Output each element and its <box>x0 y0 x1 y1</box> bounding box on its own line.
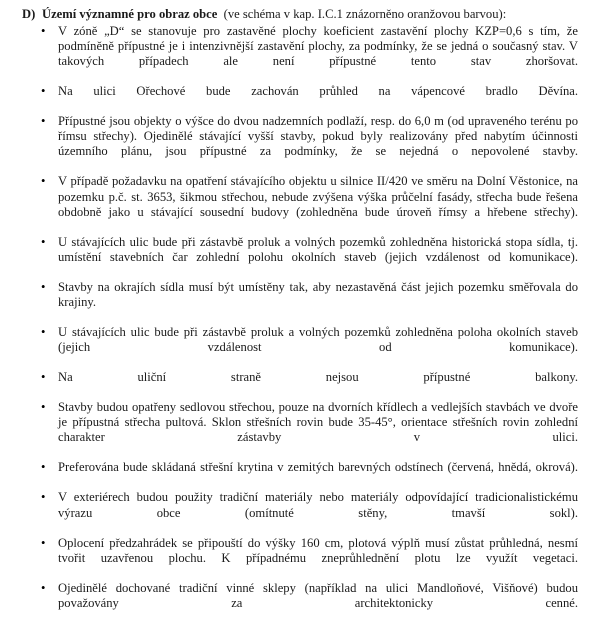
list-item <box>0 460 603 490</box>
list-item-text: Na uliční straně nejsou přípustné balkony. <box>58 370 578 385</box>
list-item-text: V zóně „D“ se stanovuje pro zastavěné plochy koeficient zastavění plochy KZP=0,6 s tím, že podmíněně přípustné je i intenzivnější zastavění plochy, za podmínky, že se jedná o současný stav. V takových případech ale není přípustné tento stav zhoršovat. <box>58 24 578 69</box>
list-item-text: Preferována bude skládaná střešní krytina v zemitých barevných odstínech (červená, hnědá, okrová). <box>58 460 578 475</box>
bullet-point-icon: • <box>41 460 46 475</box>
list-item-text: Na ulici Ořechové bude zachován průhled na vápencové bradlo Děvína. <box>58 84 578 99</box>
section-title: Území významné pro obraz obce <box>42 7 218 21</box>
list-item-text: Oplocení předzahrádek se připouští do výšky 160 cm, plotová výplň musí zůstat průhledná, nesmí tvořit uzavřenou plochu. K případnému zneprůhlednění plotu lze využít vegetaci. <box>58 535 578 565</box>
list-item <box>0 84 603 114</box>
bullet-point-icon: • <box>41 174 46 189</box>
list-item <box>0 581 603 626</box>
list-item-text: Stavby budou opatřeny sedlovou střechou, pouze na dvorních křídlech a vedlejších stavbách ve dvoře je přípustná střecha pultová. Sklon střešních rovin bude 35-45°, orientace střešních rovin zohlední charakter zástavby v ulici. <box>58 400 578 445</box>
bullet-point-icon: • <box>41 24 46 38</box>
list-item <box>0 536 603 581</box>
list-item <box>0 280 603 325</box>
section-note: (ve schéma v kap. I.C.1 znázorněno oranžovou barvou): <box>223 7 507 21</box>
list-item <box>0 325 603 370</box>
list-item-text: U stávajících ulic bude při zástavbě proluk a volných pozemků zohledněna poloha okolních staveb (jejich vzdálenost od komunikace). <box>58 324 578 354</box>
section-heading <box>22 7 581 22</box>
bullet-point-icon: • <box>41 234 46 249</box>
list-item <box>0 235 603 280</box>
bullet-point-icon: • <box>41 324 46 339</box>
list-item <box>0 490 603 535</box>
list-item <box>0 370 603 400</box>
list-item <box>0 24 603 84</box>
bullet-point-icon: • <box>41 400 46 415</box>
bullet-point-icon: • <box>41 279 46 294</box>
list-item-text: U stávajících ulic bude při zástavbě proluk a volných pozemků zohledněna historická stopa sídla, tj. umístění stavebních čar zohlední polohu okolních staveb (jejich vzdálenost od komunikace). <box>58 234 578 264</box>
bullet-point-icon: • <box>41 114 46 129</box>
list-item-text: Ojedinělé dochované tradiční vinné sklepy (například na ulici Mandloňové, Višňové) budou považovány za architektonicky cenné. <box>58 580 578 610</box>
regulation-bullet-list <box>0 24 603 626</box>
bullet-point-icon: • <box>41 580 46 595</box>
list-item-text: V exteriérech budou použity tradiční materiály nebo materiály odpovídající tradicionalistickému výrazu obce (omítnuté stěny, tmavší sokl). <box>58 490 578 520</box>
list-item <box>0 400 603 460</box>
section-letter: D) <box>22 7 36 21</box>
bullet-point-icon: • <box>41 370 46 385</box>
list-item-text: V případě požadavku na opatření stávajícího objektu u silnice II/420 ve směru na Dolní Věstonice, na pozemku p.č. st. 3653, šikmou střechou, nebude zvýšena výška průčelní fasády, střecha bude řešena obdobně jako u stávající sousední budovy (zohledněna bude úroveň římsy a hřebene střechy). <box>58 174 578 219</box>
bullet-point-icon: • <box>41 490 46 505</box>
list-item <box>0 114 603 174</box>
bullet-point-icon: • <box>41 535 46 550</box>
list-item <box>0 174 603 234</box>
bullet-point-icon: • <box>41 84 46 99</box>
list-item-text: Přípustné jsou objekty o výšce do dvou nadzemních podlaží, resp. do 6,0 m (od upraveného terénu po římsu střechy). Ojedinělé stávající vyšší stavby, pokud byly realizovány před nabytím účinnosti územního plánu, jsou přípustné za podmínky, že se nejedná o nepovolené stavby. <box>58 114 578 159</box>
list-item-text: Stavby na okrajích sídla musí být umístěny tak, aby nezastavěná část jejich pozemku směřovala do krajiny. <box>58 279 578 309</box>
